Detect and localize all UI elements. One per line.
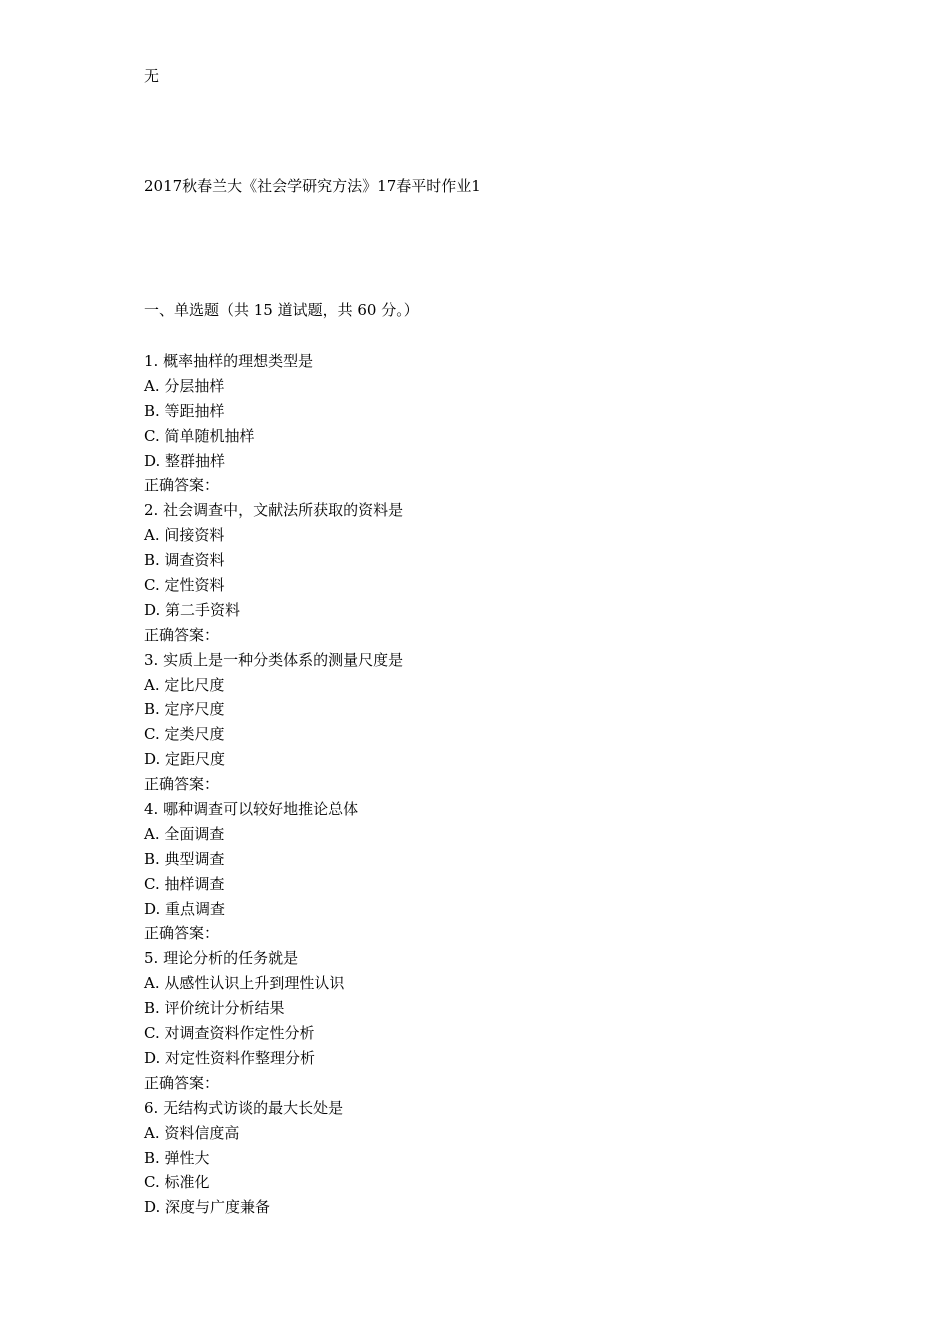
- section-heading: 一、单选题（共 15 道试题，共 60 分。）: [144, 301, 419, 319]
- answer-option: C. 对调查资料作定性分析: [144, 1024, 315, 1043]
- answer-option: D. 对定性资料作整理分析: [144, 1048, 316, 1067]
- question-stem: 5. 理论分析的任务就是: [144, 949, 299, 968]
- answer-option: A. 间接资料: [144, 526, 225, 545]
- answer-option: A. 分层抽样: [144, 376, 225, 395]
- question-stem: 3. 实质上是一种分类体系的测量尺度是: [144, 650, 404, 669]
- answer-option: A. 全面调查: [144, 824, 225, 843]
- question-block: [144, 349, 844, 498]
- question-stem: 1. 概率抽样的理想类型是: [144, 352, 314, 370]
- answer-option: A. 资料信度高: [144, 1123, 240, 1142]
- top-note: 无: [144, 67, 160, 85]
- question-stem: 6. 无结构式访谈的最大长处是: [144, 1098, 344, 1117]
- answer-option: A. 定比尺度: [144, 675, 225, 694]
- correct-answer-label: 正确答案：: [144, 476, 220, 495]
- question-block: [144, 498, 844, 647]
- correct-answer-label: 正确答案：: [144, 1073, 220, 1092]
- answer-option: C. 定性资料: [144, 576, 225, 595]
- answer-option: C. 定类尺度: [144, 725, 225, 744]
- answer-option: B. 定序尺度: [144, 700, 225, 719]
- answer-option: B. 调查资料: [144, 551, 225, 570]
- document-title: 2017秋春兰大《社会学研究方法》17春平时作业1: [144, 177, 481, 195]
- correct-answer-label: 正确答案：: [144, 625, 220, 644]
- answer-option: D. 定距尺度: [144, 750, 226, 769]
- correct-answer-label: 正确答案：: [144, 775, 220, 794]
- answer-option: B. 弹性大: [144, 1148, 210, 1167]
- answer-option: C. 标准化: [144, 1173, 210, 1192]
- correct-answer-label: 正确答案：: [144, 924, 220, 943]
- question-block: [144, 1096, 844, 1220]
- answer-option: D. 重点调查: [144, 899, 226, 918]
- answer-option: A. 从感性认识上升到理性认识: [144, 974, 345, 993]
- question-stem: 2. 社会调查中，文献法所获取的资料是: [144, 501, 404, 520]
- question-block: [144, 946, 844, 1095]
- answer-option: C. 抽样调查: [144, 874, 225, 893]
- answer-option: D. 整群抽样: [144, 451, 226, 470]
- question-block: [144, 797, 844, 946]
- question-list: [144, 349, 844, 1220]
- answer-option: D. 第二手资料: [144, 600, 241, 619]
- question-block: [144, 648, 844, 797]
- answer-option: D. 深度与广度兼备: [144, 1198, 271, 1217]
- answer-option: B. 典型调查: [144, 849, 225, 868]
- answer-option: C. 简单随机抽样: [144, 426, 255, 445]
- answer-option: B. 等距抽样: [144, 401, 225, 420]
- question-stem: 4. 哪种调查可以较好地推论总体: [144, 800, 359, 819]
- answer-option: B. 评价统计分析结果: [144, 999, 285, 1018]
